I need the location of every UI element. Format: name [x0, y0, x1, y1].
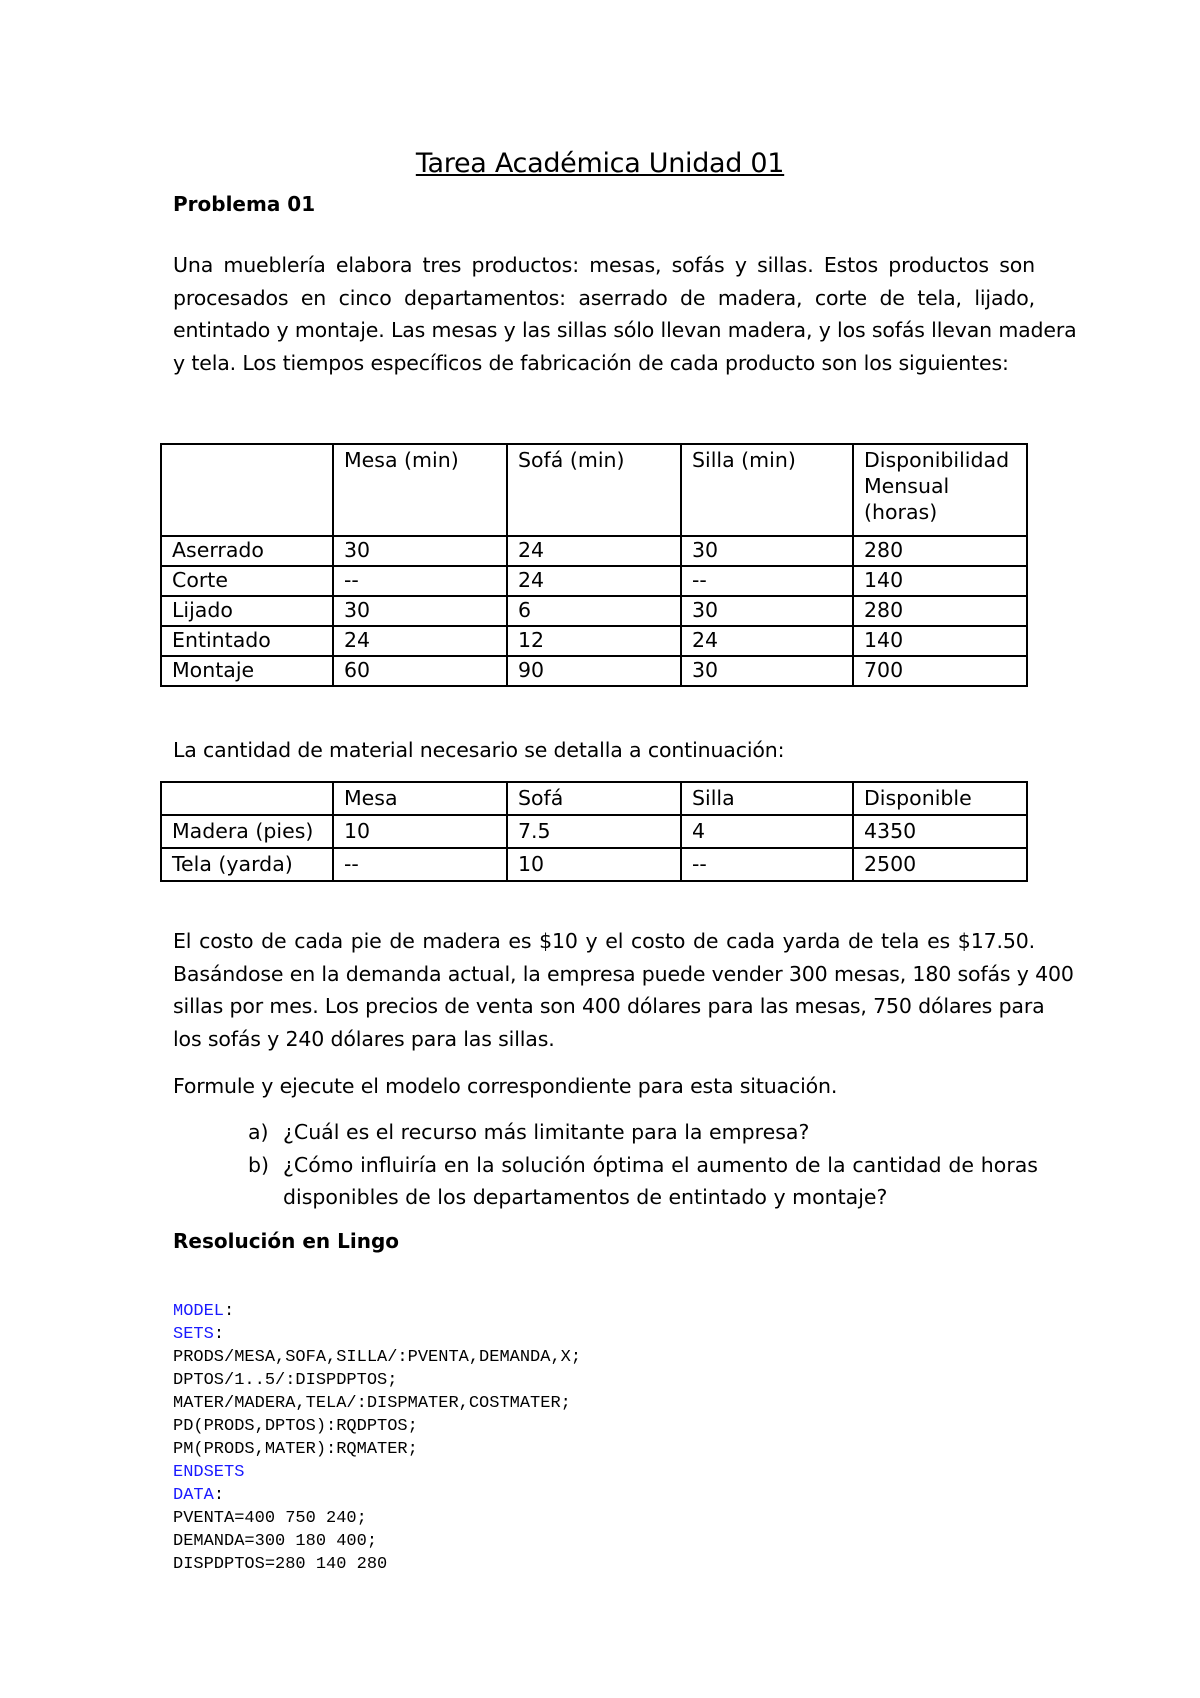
table-row — [161, 656, 1027, 686]
table-cell: -- — [681, 848, 853, 881]
code-keyword: SETS — [173, 1325, 214, 1344]
code-line — [173, 1392, 581, 1415]
table-cell: -- — [681, 566, 853, 596]
table-row — [161, 626, 1027, 656]
table-cell: 700 — [853, 656, 1027, 686]
table-cell: Tela (yarda) — [161, 848, 333, 881]
time-table — [160, 443, 1028, 687]
table-cell: 6 — [507, 596, 681, 626]
formulate-line: Formule y ejecute el modelo correspondiente para esta situación. — [173, 1074, 838, 1098]
table-cell: 30 — [681, 656, 853, 686]
table-cell: 280 — [853, 596, 1027, 626]
question-list — [248, 1116, 1038, 1214]
table-cell: 24 — [333, 626, 507, 656]
table-row — [161, 848, 1027, 881]
page-title: Tarea Académica Unidad 01 — [415, 148, 785, 179]
table-header-cell — [161, 444, 333, 536]
cost-line: El costo de cada pie de madera es $10 y el costo de cada yarda de tela es $17.50. — [173, 929, 1035, 953]
question-line: ¿Cuál es el recurso más limitante para la empresa? — [283, 1120, 810, 1144]
table-cell: 280 — [853, 536, 1027, 566]
intro-line: procesados en cinco departamentos: aserrado de madera, corte de tela, lijado, — [173, 285, 1035, 310]
table-cell: 10 — [333, 815, 507, 848]
table-header-cell: Silla — [681, 782, 853, 815]
intro-line: Una mueblería elabora tres productos: mesas, sofás y sillas. Estos productos son — [173, 253, 1035, 277]
table-cell: 140 — [853, 566, 1027, 596]
list-item — [248, 1149, 1038, 1214]
code-keyword: MODEL — [173, 1302, 225, 1321]
code-line — [173, 1346, 581, 1369]
code-text: DEMANDA=300 180 400; — [173, 1532, 378, 1551]
table-cell: -- — [333, 566, 507, 596]
code-line — [173, 1300, 581, 1323]
table-header-cell: Silla (min) — [681, 444, 853, 536]
header-line: (horas) — [864, 500, 938, 524]
table-cell: 60 — [333, 656, 507, 686]
intro-paragraph — [173, 249, 1077, 379]
code-line — [173, 1530, 581, 1553]
table-cell: 30 — [681, 596, 853, 626]
table-cell: 90 — [507, 656, 681, 686]
material-table — [160, 781, 1028, 882]
table-cell: 24 — [507, 536, 681, 566]
table-row — [161, 815, 1027, 848]
table-cell: Corte — [161, 566, 333, 596]
code-line — [173, 1461, 581, 1484]
table-cell: 30 — [333, 596, 507, 626]
code-keyword: ENDSETS — [173, 1463, 245, 1482]
table-row — [161, 536, 1027, 566]
list-marker: b) — [248, 1152, 270, 1177]
lingo-heading: Resolución en Lingo — [173, 1229, 400, 1253]
table-cell: Madera (pies) — [161, 815, 333, 848]
code-text: : — [213, 1486, 225, 1505]
code-line — [173, 1369, 581, 1392]
table-cell: 7.5 — [507, 815, 681, 848]
table-header-cell-availability — [853, 444, 1027, 536]
table-row — [161, 596, 1027, 626]
table-cell: 140 — [853, 626, 1027, 656]
intro-line: y tela. Los tiempos específicos de fabricación de cada producto son los siguientes: — [173, 350, 1009, 375]
code-text: PRODS/MESA,SOFA,SILLA/:PVENTA,DEMANDA,X; — [173, 1348, 582, 1367]
question-line: ¿Cómo influiría en la solución óptima el aumento de la cantidad de horas — [283, 1152, 1038, 1177]
table-cell: 30 — [333, 536, 507, 566]
header-line: Mensual — [864, 474, 950, 498]
code-keyword: DATA — [173, 1486, 214, 1505]
table-header-cell: Mesa — [333, 782, 507, 815]
cost-line: los sofás y 240 dólares para las sillas. — [173, 1026, 555, 1051]
cost-line: sillas por mes. Los precios de venta son 400 dólares para las mesas, 750 dólares para — [173, 994, 1045, 1018]
formulate-paragraph — [173, 1070, 1035, 1103]
code-text: DPTOS/1..5/:DISPDPTOS; — [173, 1371, 398, 1390]
table-cell: Aserrado — [161, 536, 333, 566]
code-text: PM(PRODS,MATER):RQMATER; — [173, 1440, 418, 1459]
cost-paragraph — [173, 925, 1074, 1055]
material-intro-line: La cantidad de material necesario se detalla a continuación: — [173, 738, 785, 762]
code-line — [173, 1507, 581, 1530]
list-marker: a) — [248, 1120, 269, 1144]
table-header-cell: Disponible — [853, 782, 1027, 815]
code-text: DISPDPTOS=280 140 280 — [173, 1555, 388, 1574]
code-line — [173, 1438, 581, 1461]
code-line — [173, 1553, 581, 1576]
lingo-code-block — [173, 1277, 581, 1622]
intro-line: entintado y montaje. Las mesas y las sillas sólo llevan madera, y los sofás llevan madera — [173, 318, 1077, 342]
table-header-cell — [161, 782, 333, 815]
table-row — [161, 566, 1027, 596]
table-cell: Entintado — [161, 626, 333, 656]
code-text: MATER/MADERA,TELA/:DISPMATER,COSTMATER; — [173, 1394, 571, 1413]
material-intro — [173, 734, 1035, 767]
cost-line: Basándose en la demanda actual, la empresa puede vender 300 mesas, 180 sofás y 400 — [173, 961, 1074, 986]
table-header-cell: Sofá (min) — [507, 444, 681, 536]
table-cell: 30 — [681, 536, 853, 566]
table-cell: Lijado — [161, 596, 333, 626]
code-text: : — [224, 1302, 235, 1321]
table-cell: 12 — [507, 626, 681, 656]
table-cell: 2500 — [853, 848, 1027, 881]
table-cell: 10 — [507, 848, 681, 881]
table-cell: Montaje — [161, 656, 333, 686]
code-text: : — [213, 1325, 225, 1344]
table-header-cell: Mesa (min) — [333, 444, 507, 536]
table-cell: -- — [333, 848, 507, 881]
material-table-header-row — [161, 782, 1027, 815]
code-line — [173, 1484, 581, 1507]
question-line: disponibles de los departamentos de entintado y montaje? — [283, 1185, 888, 1209]
table-header-cell: Sofá — [507, 782, 681, 815]
problem-heading: Problema 01 — [173, 192, 316, 216]
table-cell: 24 — [507, 566, 681, 596]
code-text: PD(PRODS,DPTOS):RQDPTOS; — [173, 1417, 418, 1436]
table-cell: 4 — [681, 815, 853, 848]
code-line — [173, 1415, 581, 1438]
table-cell: 4350 — [853, 815, 1027, 848]
list-item — [248, 1116, 1038, 1149]
header-line: Disponibilidad — [864, 448, 1010, 472]
time-table-header-row — [161, 444, 1027, 536]
code-text: PVENTA=400 750 240; — [173, 1509, 367, 1528]
table-cell: 24 — [681, 626, 853, 656]
code-line — [173, 1323, 581, 1346]
